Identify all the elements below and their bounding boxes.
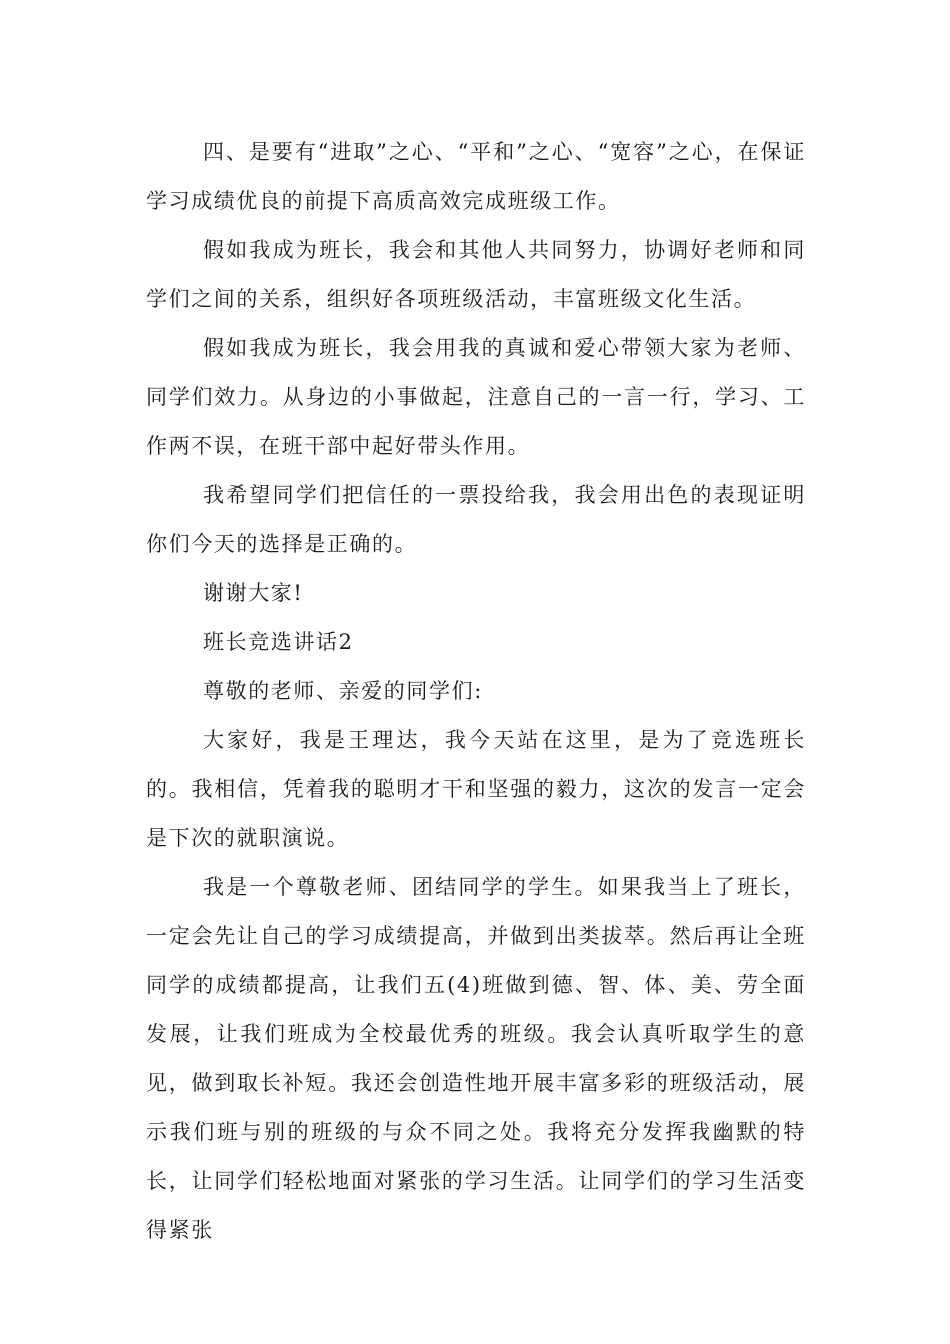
paragraph-thanks: 谢谢大家! (203, 581, 304, 605)
document-body (146, 128, 806, 1255)
paragraph-vote-request: 我希望同学们把信任的一票投给我，我会用出色的表现证明你们今天的选择是正确的。 (146, 483, 806, 556)
paragraph-plans: 我是一个尊敬老师、团结同学的学生。如果我当上了班长，一定会先让自己的学习成绩提高，并做到出类拔萃。然后再让全班同学的成绩都提高，让我们五(4)班做到德、智、体、美、劳全面发展，让我们班成为全校最优秀的班级。我会认真听取学生的意见，做到取长补短。我还会创造性地开展丰富多彩的班级活动，展示我们班与别的班级的与众不同之处。我将充分发挥我幽默的特长，让同学们轻松地面对紧张的学习生活。让同学们的学习生活变得紧张 (146, 875, 806, 1242)
paragraph-sincerity: 假如我成为班长，我会用我的真诚和爱心带领大家为老师、同学们效力。从身边的小事做起，注意自己的一言一行，学习、工作两不误，在班干部中起好带头作用。 (146, 336, 806, 458)
paragraph-requirements: 四、是要有“进取”之心、“平和”之心、“宽容”之心，在保证学习成绩优良的前提下高质高效完成班级工作。 (146, 140, 806, 213)
paragraph-cooperation: 假如我成为班长，我会和其他人共同努力，协调好老师和同学们之间的关系，组织好各项班级活动，丰富班级文化生活。 (146, 238, 806, 311)
paragraph-introduction: 大家好，我是王理达，我今天站在这里，是为了竞选班长的。我相信，凭着我的聪明才干和坚强的毅力，这次的发言一定会是下次的就职演说。 (146, 728, 806, 850)
paragraph-salutation: 尊敬的老师、亲爱的同学们: (203, 679, 483, 703)
section-heading: 班长竞选讲话2 (203, 630, 354, 654)
